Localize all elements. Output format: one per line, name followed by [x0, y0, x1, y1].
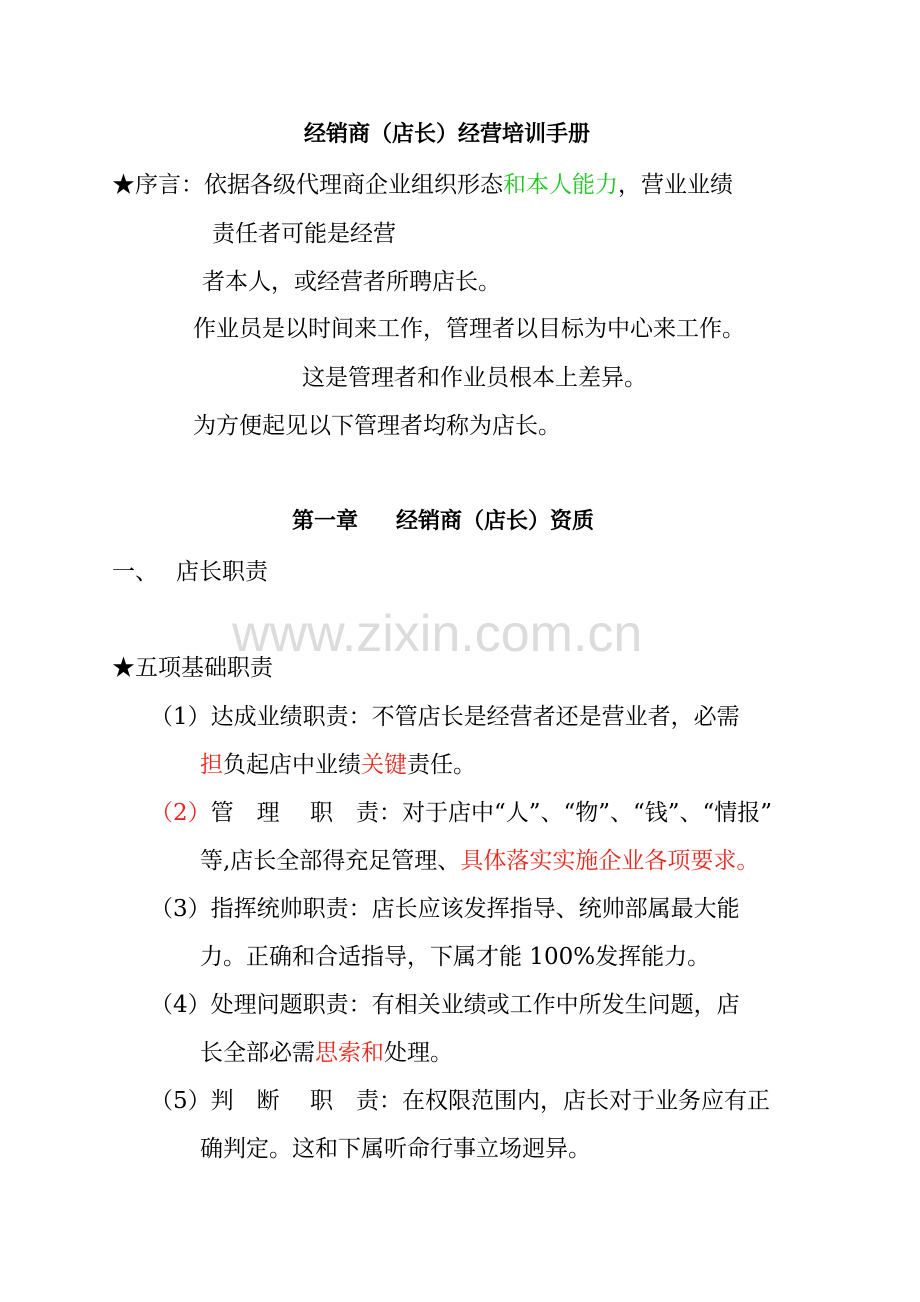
duty-3-continuation: 力。正确和合适指导，下属才能 100%发挥能力。 — [200, 944, 711, 970]
duty-text: 达成业绩职责：不管店长是经营者还是营业者，必需 — [210, 704, 740, 730]
duty-4-continuation — [200, 1038, 453, 1068]
duty-text: 处理问题职责：有相关业绩或工作中所发生问题，店 — [210, 992, 740, 1018]
document-title: 经销商（店长）经营培训手册 — [304, 122, 591, 147]
duty-highlight-red: 具体落实实施企业各项要求。 — [460, 848, 760, 874]
duty-1 — [150, 702, 740, 732]
preface-line-4: 作业员是以时间来工作，管理者以目标为中心来工作。 — [193, 316, 745, 342]
duty-text: 责任。 — [407, 752, 476, 778]
preface-text: ★序言：依据各级代理商企业组织形态 — [112, 172, 503, 198]
duty-2 — [150, 798, 772, 828]
duty-number: （5） — [150, 1088, 211, 1114]
duty-4 — [150, 990, 740, 1020]
duty-highlight-red: 担 — [200, 752, 223, 778]
preface-line-5: 这是管理者和作业员根本上差异。 — [302, 365, 647, 391]
duties-heading: ★五项基础职责 — [112, 655, 273, 681]
chapter-heading — [292, 507, 594, 537]
watermark: www.zixin.com.cn — [232, 605, 643, 663]
preface-line-2: 责任者可能是经营 — [212, 221, 396, 247]
preface-highlight-green: 和本人能力 — [503, 172, 618, 198]
duty-3 — [150, 894, 740, 924]
duty-5 — [150, 1086, 770, 1116]
duty-number: （1） — [150, 704, 211, 730]
duty-text: 处理。 — [384, 1040, 453, 1066]
duty-1-continuation — [200, 750, 476, 780]
preface-line-1 — [112, 170, 733, 200]
duty-text: 负起店中业绩 — [223, 752, 361, 778]
duty-text: 长全部必需 — [200, 1040, 315, 1066]
duty-text: 等,店长全部得充足管理、 — [200, 848, 461, 874]
duty-text: 判 断 职 责：在权限范围内，店长对于业务应有正 — [210, 1088, 770, 1114]
duty-number: （3） — [150, 896, 211, 922]
duty-number: （4） — [150, 992, 211, 1018]
duty-2-continuation — [200, 846, 759, 876]
duty-text: 管 理 职 责：对于店中“人”、“物”、“钱”、“情报” — [210, 800, 773, 826]
preface-line-3: 者本人，或经营者所聘店长。 — [202, 269, 501, 295]
duty-5-continuation: 确判定。这和下属听命行事立场迥异。 — [200, 1136, 591, 1162]
preface-line-6: 为方便起见以下管理者均称为店长。 — [193, 413, 561, 439]
duty-number: （2） — [150, 800, 211, 826]
chapter-name: 经销商（店长）资质 — [396, 509, 595, 534]
preface-text: ，营业业绩 — [618, 172, 733, 198]
duty-highlight-red: 思索和 — [315, 1040, 384, 1066]
section-number: 一、 — [112, 559, 158, 585]
chapter-label: 第一章 — [292, 509, 359, 534]
section-heading — [112, 557, 268, 587]
section-name: 店长职责 — [176, 559, 268, 585]
duty-highlight-red: 关键 — [361, 752, 407, 778]
duty-text: 指挥统帅职责：店长应该发挥指导、统帅部属最大能 — [210, 896, 740, 922]
